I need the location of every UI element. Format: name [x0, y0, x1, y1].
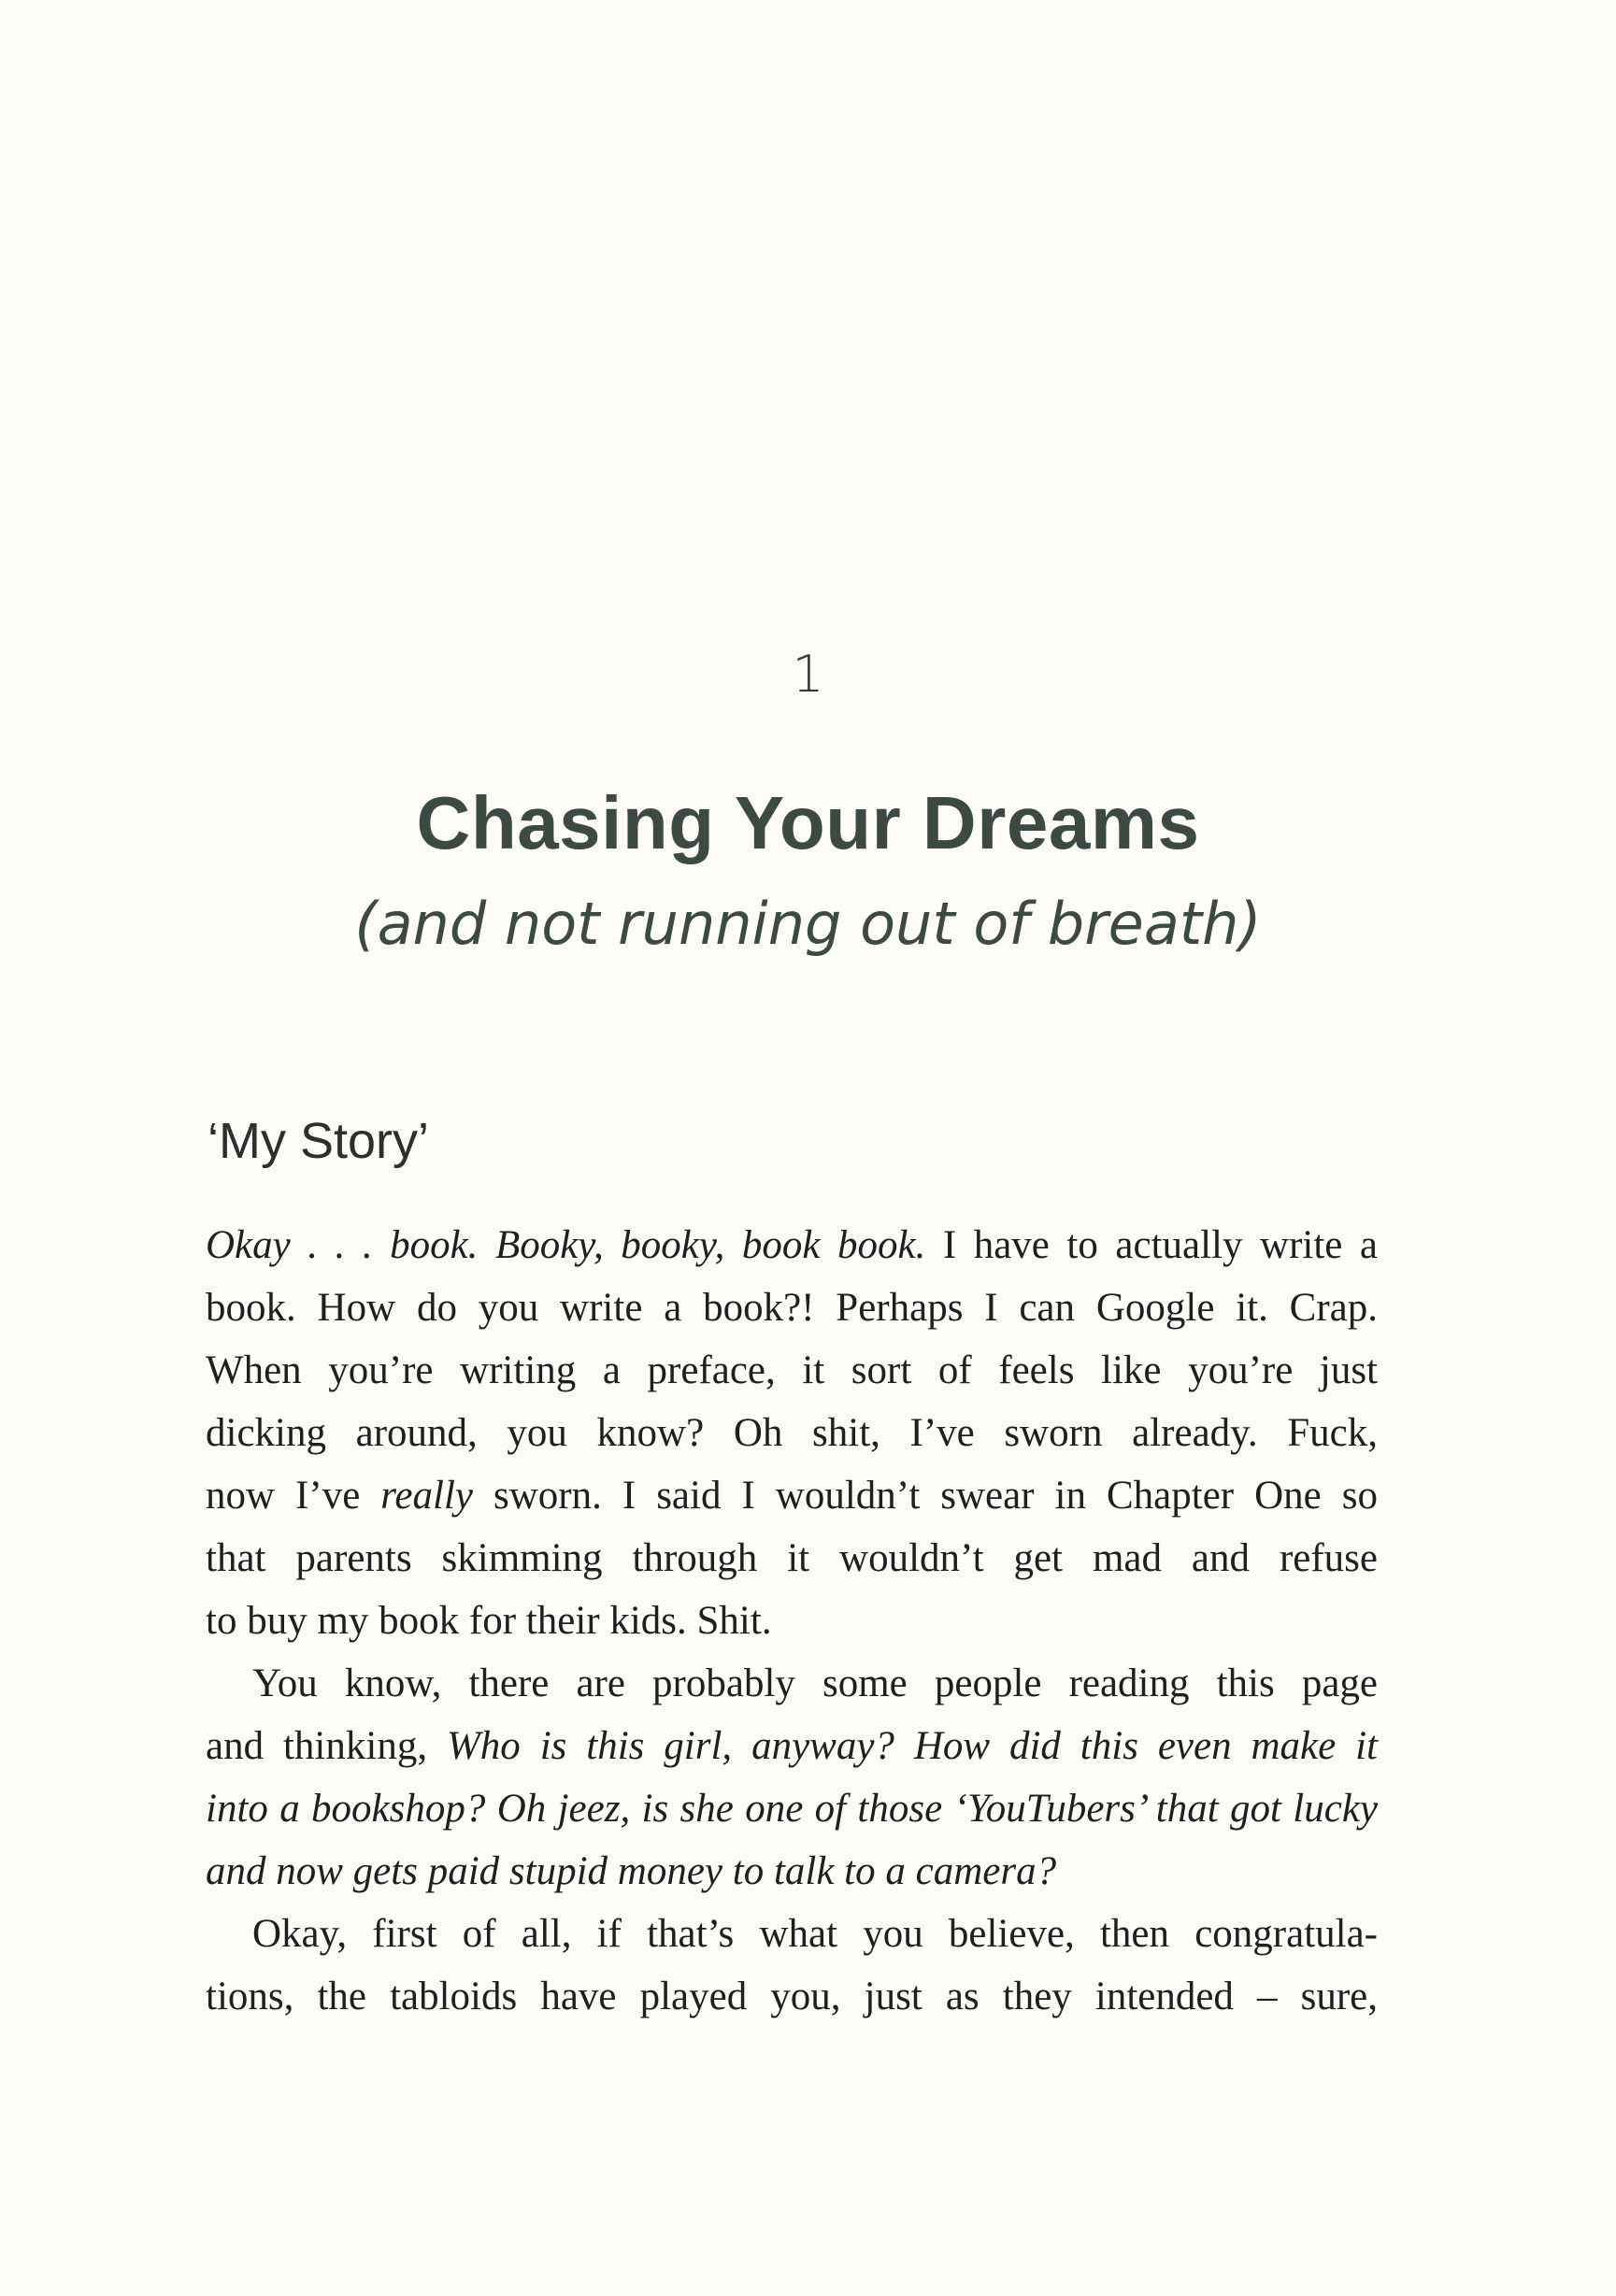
- paragraph-line: book. How do you write a book?! Perhaps I can Google it. Crap.: [206, 1286, 1378, 1330]
- chapter-number: 1: [792, 645, 824, 704]
- paragraph-line: When you’re writing a preface, it sort of feels like you’re just: [206, 1348, 1378, 1392]
- paragraph-line: [206, 1464, 1378, 1527]
- italic-text: Okay . . . book. Booky, booky, book book.: [206, 1223, 926, 1267]
- paragraph-line: [206, 1840, 1378, 1903]
- body-text: [206, 1214, 1378, 2028]
- chapter-title: Chasing Your Dreams: [416, 781, 1200, 864]
- italic-text: into a bookshop? Oh jeez, is she one of those ‘YouTubers’ that got lucky: [206, 1787, 1378, 1831]
- paragraph-line: [206, 1777, 1378, 1840]
- paragraph-line: Okay, first of all, if that’s what you believe, then congratula-: [252, 1912, 1378, 1956]
- line-text: now I’ve: [206, 1474, 381, 1518]
- paragraph-line: [206, 1715, 1378, 1777]
- chapter-subtitle: (and not running out of breath): [354, 890, 1262, 958]
- paragraph-line: [206, 1214, 1378, 1276]
- paragraph-line: tions, the tabloids have played you, just as they intended – sure,: [206, 1975, 1378, 2018]
- italic-text: Who is this girl, anyway? How did this even make it: [446, 1724, 1378, 1768]
- line-text: and thinking,: [206, 1724, 447, 1768]
- line-text: I have to actually write a: [925, 1223, 1378, 1267]
- line-text: sworn. I said I wouldn’t swear in Chapter One so: [473, 1474, 1379, 1518]
- italic-text: really: [380, 1474, 473, 1518]
- paragraph-line: dicking around, you know? Oh shit, I’ve sworn already. Fuck,: [206, 1411, 1378, 1455]
- paragraph-line: to buy my book for their kids. Shit.: [206, 1599, 772, 1643]
- paragraph-line: You know, there are probably some people reading this page: [252, 1661, 1378, 1705]
- paragraph-line: that parents skimming through it wouldn’t get mad and refuse: [206, 1536, 1378, 1580]
- section-heading: ‘My Story’: [207, 1113, 430, 1169]
- italic-text: and now gets paid stupid money to talk to a camera?: [206, 1849, 1057, 1893]
